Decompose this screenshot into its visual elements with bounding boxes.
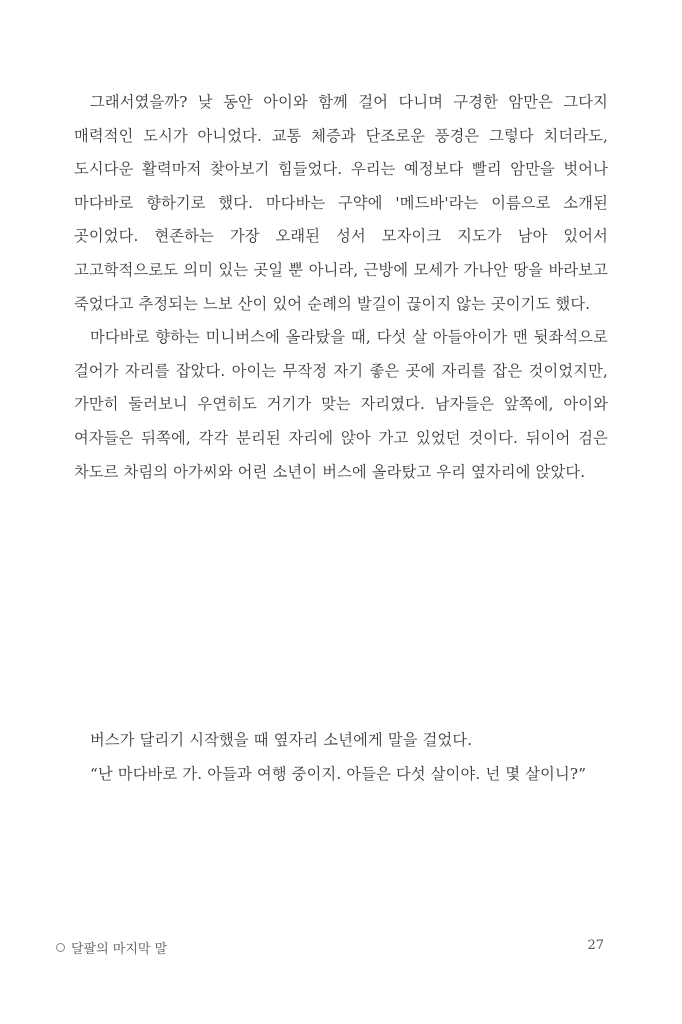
book-title: 달팔의 마지막 말 (71, 942, 168, 957)
page-footer (56, 938, 604, 962)
paragraph: 그래서였을까? 낮 동안 아이와 함께 걸어 다니며 구경한 암만은 그다지 매력적인 도시가 아니었다. 교통 체증과 단조로운 풍경은 그렇다 치더라도, 도시다운 활력마저 찾아보기 힘들었다. 우리는 예정보다 빨리 암만을 벗어나 마다바로 향하기로 했다. 마다바는 구약에 '메드바'라는 이름으로 소개된 곳이었다. 현존하는 가장 오래된 성서 모자이크 지도가 남아 있어서 고고학적으로도 의미 있는 곳일 뿐 아니라, 근방에 모세가 가나안 땅을 바라보고 죽었다고 추정되는 느보 산이 있어 순례의 발길이 끊이지 않는 곳이기도 했다. (74, 93, 608, 313)
body-text-section-2 (74, 724, 608, 791)
dialogue-paragraph: “난 마다바로 가. 아들과 여행 중이지. 아들은 다섯 살이야. 넌 몇 살이니?” (90, 764, 587, 783)
circle-outline-icon (56, 943, 65, 952)
body-text-section-1 (74, 86, 608, 489)
paragraph: 마다바로 향하는 미니버스에 올라탔을 때, 다섯 살 아들아이가 맨 뒷좌석으로 걸어가 자리를 잡았다. 아이는 무작정 자기 좋은 곳에 자리를 잡은 것이었지만, 가만히 둘러보니 우연히도 거기가 맞는 자리였다. 남자들은 앞쪽에, 아이와 여자들은 뒤쪽에, 각각 분리된 자리에 앉아 가고 있었던 것이다. 뒤이어 검은 차도르 차림의 아가씨와 어린 소년이 버스에 올라탔고 우리 옆자리에 앉았다. (74, 328, 608, 481)
footer-book-title-group (56, 938, 167, 957)
paragraph: 버스가 달리기 시작했을 때 옆자리 소년에게 말을 걸었다. (90, 731, 473, 749)
page-number: 27 (587, 938, 604, 953)
